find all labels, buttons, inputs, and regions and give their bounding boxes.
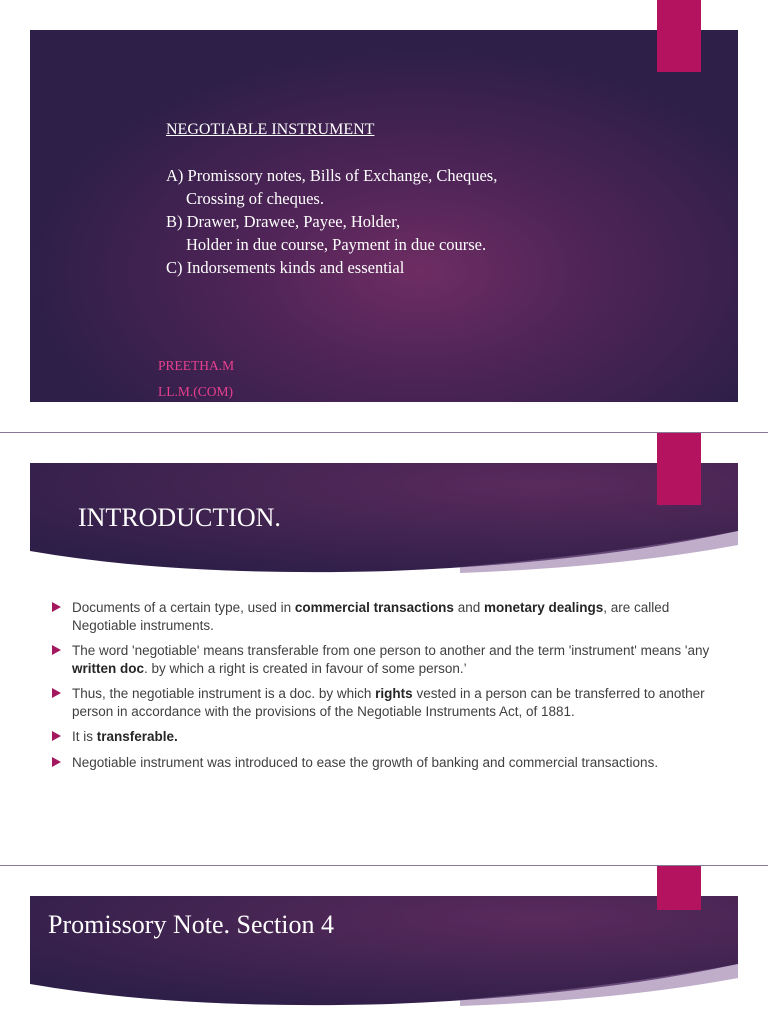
bullet-text: Thus, the negotiable instrument is a doc. by which [72, 686, 376, 701]
triangle-bullet-icon [52, 731, 61, 741]
bullet-text: and [453, 600, 484, 615]
list-item [52, 599, 724, 634]
slide-heading: NEGOTIABLE INSTRUMENT [166, 121, 375, 138]
list-item [52, 685, 724, 720]
bullet-bold: transferable. [96, 729, 178, 744]
title-banner [30, 463, 738, 579]
content-line: A) Promissory notes, Bills of Exchange, Cheques, [166, 166, 498, 185]
author-degree: LL.M.(COM) [158, 384, 233, 399]
bullet-text: Documents of a certain type, used in [72, 600, 295, 615]
bookmark-ribbon [657, 0, 701, 72]
bookmark-ribbon [657, 866, 701, 910]
content-line: Crossing of cheques. [186, 189, 324, 208]
slide-introduction [0, 433, 768, 865]
list-item [52, 728, 724, 746]
content-line: Holder in due course, Payment in due course. [186, 235, 487, 254]
triangle-bullet-icon [52, 757, 61, 767]
slide-title-text: Promissory Note. Section 4 [48, 910, 334, 939]
bullet-text: The word 'negotiable' means transferable from one person to another and the term 'instrument' means 'any [72, 643, 710, 658]
title-banner [30, 896, 738, 1012]
bullet-bold: written doc [72, 660, 145, 676]
triangle-bullet-icon [52, 602, 61, 612]
list-item [52, 642, 724, 677]
bullet-list [52, 599, 724, 779]
bullet-text: . by which a right is created in favour of some person.’ [144, 660, 467, 676]
author-name: PREETHA.M [158, 358, 235, 373]
slide-title [0, 0, 768, 432]
bullet-bold: monetary dealings [483, 600, 604, 615]
bullet-text: vested in a person can be transferred to another person in accordance with the provisions of the Negotiable Instruments Act, of 1881. [72, 686, 705, 719]
bullet-text: Negotiable instrument was introduced to ease the growth of banking and commercial transactions. [72, 754, 659, 770]
content-line: B) Drawer, Drawee, Payee, Holder, [166, 212, 401, 231]
bookmark-ribbon [657, 433, 701, 505]
slide-promissory-note [0, 866, 768, 1024]
triangle-bullet-icon [52, 645, 61, 655]
list-item [52, 754, 724, 772]
bullet-text: It is [72, 729, 97, 744]
bullet-bold: commercial transactions [294, 600, 454, 615]
slide-title-text: INTRODUCTION. [78, 503, 281, 532]
triangle-bullet-icon [52, 688, 61, 698]
content-line: C) Indorsements kinds and essential [166, 258, 405, 277]
bullet-bold: rights [375, 686, 413, 701]
title-content [166, 118, 497, 279]
bullet-text: , are called Negotiable instruments. [72, 600, 670, 633]
